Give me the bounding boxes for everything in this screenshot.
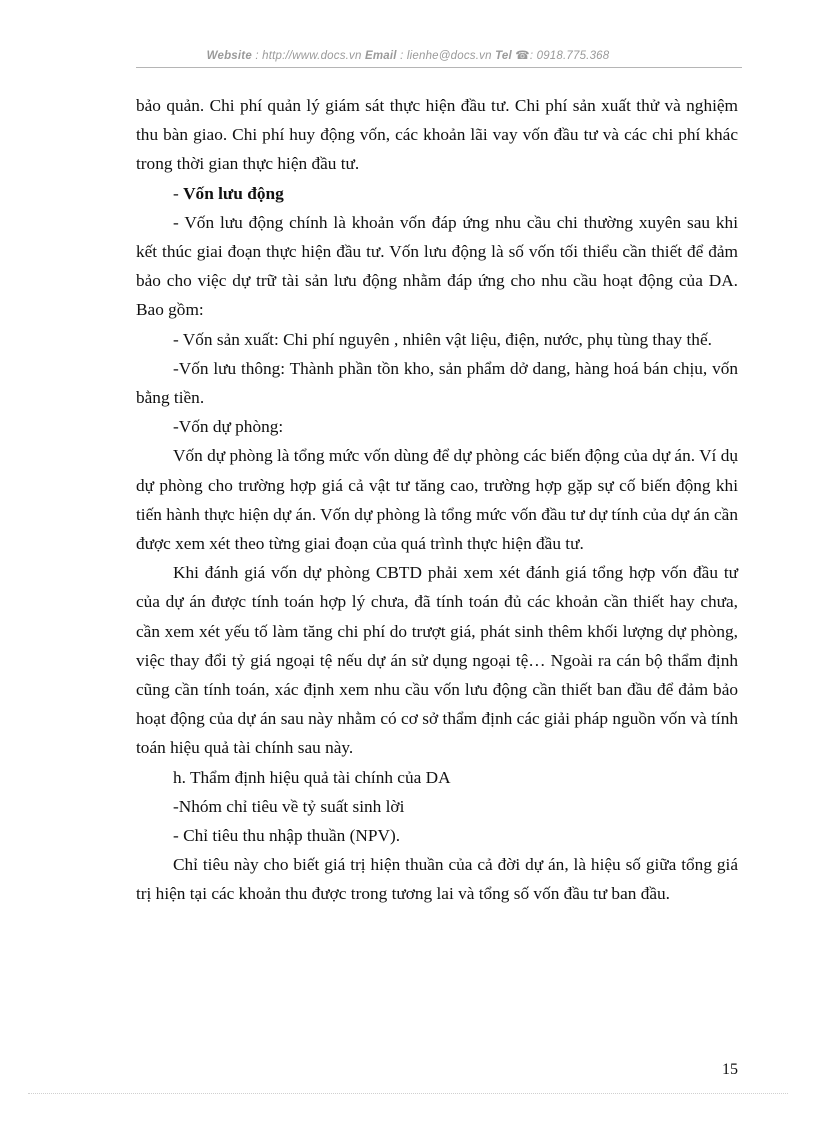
body-paragraph: bảo quản. Chi phí quản lý giám sát thực hiện đầu tư. Chi phí sản xuất thử và nghiệm thu bàn giao. Chi phí huy động vốn, các khoản lãi vay vốn đầu tư và các chi phí khác trong thời gian thực hiện đầu tư. (136, 96, 738, 174)
tel-number: : 0918.775.368 (529, 50, 610, 62)
subsection-heading: h. Thẩm định hiệu quả tài chính của DA (173, 767, 451, 787)
website-url: : http://www.docs.vn (251, 50, 365, 62)
footer-divider (28, 1093, 788, 1094)
email-address: : lienhe@docs.vn (396, 50, 496, 62)
email-label: Email (365, 50, 397, 62)
phone-icon: ☎ (515, 50, 530, 62)
heading-dash: - (173, 183, 184, 203)
page-number: 15 (722, 1061, 738, 1078)
body-paragraph: Khi đánh giá vốn dự phòng CBTD phải xem xét đánh giá tổng hợp vốn đầu tư của dự án được tính toán hợp lý chưa, đã tính toán đủ các khoản cần thiết hay chưa, cần xem xét yếu tố làm tăng chi phí do trượt giá, phát sinh thêm khối lượng dự phòng, việc thay đổi tỷ giá ngoại tệ nếu dự án sử dụng ngoại tệ… Ngoài ra cán bộ thẩm định cũng cần tính toán, xác định xem nhu cầu vốn lưu động cần thiết ban đầu để đảm bảo hoạt động của dự án sau này nhằm có cơ sở thẩm định các giải pháp nguồn vốn và tính toán hiệu quả tài chính sau này. (136, 563, 738, 758)
page-header (0, 48, 816, 62)
body-paragraph: -Vốn dự phòng: (173, 417, 284, 437)
tel-label: Tel (495, 50, 512, 62)
body-paragraph: -Nhóm chỉ tiêu về tỷ suất sinh lời (173, 796, 405, 816)
header-divider (136, 67, 742, 68)
body-paragraph: -Vốn lưu thông: Thành phần tồn kho, sản phẩm dở dang, hàng hoá bán chịu, vốn bằng tiền. (136, 358, 738, 408)
body-paragraph: - Vốn lưu động chính là khoản vốn đáp ứng nhu cầu chi thường xuyên sau khi kết thúc giai đoạn thực hiện đầu tư. Vốn lưu động là số vốn tối thiểu cần thiết để đảm bảo cho việc dự trữ tài sản lưu động nhằm đáp ứng cho nhu cầu hoạt động của DA. Bao gồm: (136, 212, 738, 320)
heading-text: Vốn lưu động (183, 183, 284, 203)
website-label: Website (206, 50, 252, 62)
body-paragraph: Vốn dự phòng là tổng mức vốn dùng để dự phòng các biến động của dự án. Ví dụ dự phòng cho trường hợp giá cả vật tư tăng cao, trường hợp gặp sự cố biến động khi tiến hành thực hiện dự án. Vốn dự phòng là tổng mức vốn đầu tư dự tính của dự án cần được xem xét theo từng giai đoạn của quá trình thực hiện đầu tư. (136, 446, 738, 554)
document-body (136, 91, 738, 909)
body-paragraph: - Chỉ tiêu thu nhập thuần (NPV). (173, 826, 401, 846)
body-paragraph: - Vốn sản xuất: Chi phí nguyên , nhiên vật liệu, điện, nước, phụ tùng thay thế. (173, 329, 712, 349)
section-heading (136, 179, 738, 208)
body-paragraph: Chỉ tiêu này cho biết giá trị hiện thuần của cả đời dự án, là hiệu số giữa tổng giá trị hiện tại các khoản thu được trong tương lai và tổng số vốn đầu tư ban đầu. (136, 855, 738, 904)
